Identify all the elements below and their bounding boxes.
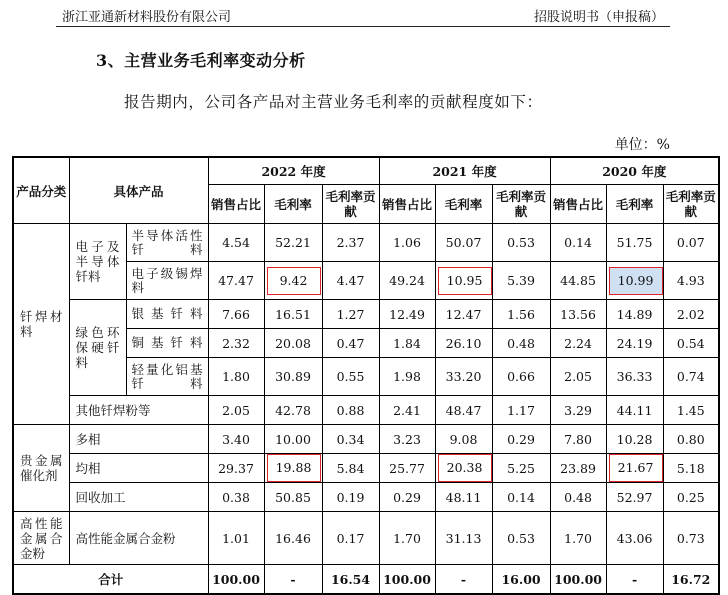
cell: 24.19 [606, 329, 663, 358]
header-gross-margin: 毛利率 [264, 185, 322, 224]
cell: 1.98 [379, 358, 435, 396]
cell: - [435, 565, 492, 595]
cell: 48.11 [435, 483, 492, 512]
cell-highlighted [264, 262, 322, 300]
header-margin-contribution: 毛利率贡献 [322, 185, 379, 224]
cell: 0.17 [322, 512, 379, 565]
cell: 0.55 [322, 358, 379, 396]
cell: 43.06 [606, 512, 663, 565]
cell: 5.25 [492, 454, 550, 483]
cell: 49.24 [379, 262, 435, 300]
product-name: 电子级锡焊料 [126, 262, 208, 300]
cell: 3.23 [379, 425, 435, 454]
cell: 9.08 [435, 425, 492, 454]
intro-paragraph: 报告期内，公司各产品对主营业务毛利率的贡献程度如下： [124, 93, 543, 111]
header-margin-contribution: 毛利率贡献 [492, 185, 550, 224]
product-name: 多相 [69, 425, 208, 454]
highlight-box: 19.88 [267, 454, 321, 482]
cell: 0.29 [492, 425, 550, 454]
cell: 1.45 [663, 396, 719, 425]
cell: 5.18 [663, 454, 719, 483]
header-gross-margin: 毛利率 [435, 185, 492, 224]
cell: 3.40 [208, 425, 264, 454]
cell: 12.49 [379, 300, 435, 329]
header-gross-margin: 毛利率 [606, 185, 663, 224]
cell: 0.88 [322, 396, 379, 425]
section-title: 3、主营业务毛利率变动分析 [96, 51, 306, 70]
product-name: 回收加工 [69, 483, 208, 512]
product-name: 银基钎料 [126, 300, 208, 329]
cell: 14.89 [606, 300, 663, 329]
cell: 29.37 [208, 454, 264, 483]
header-row-years [13, 157, 719, 185]
document-type: 招股说明书（申报稿） [533, 10, 664, 25]
table-row [13, 300, 719, 329]
cell: 5.39 [492, 262, 550, 300]
cell: 0.73 [663, 512, 719, 565]
cell: 1.80 [208, 358, 264, 396]
cell: 0.80 [663, 425, 719, 454]
cell-highlighted [435, 454, 492, 483]
cell: 2.24 [550, 329, 606, 358]
cell: 0.19 [322, 483, 379, 512]
cell: 0.29 [379, 483, 435, 512]
cell: 100.00 [208, 565, 264, 595]
cell: 1.56 [492, 300, 550, 329]
product-name: 其他钎焊粉等 [69, 396, 208, 425]
cell-highlighted [435, 262, 492, 300]
cell: 1.06 [379, 224, 435, 262]
header-category: 产品分类 [13, 157, 69, 224]
cell: 2.32 [208, 329, 264, 358]
cell: 23.89 [550, 454, 606, 483]
cell: 2.37 [322, 224, 379, 262]
total-row [13, 565, 719, 595]
highlight-box: 21.67 [609, 454, 663, 482]
cell: 0.48 [492, 329, 550, 358]
cell: 44.85 [550, 262, 606, 300]
cell: 36.33 [606, 358, 663, 396]
header-margin-contribution: 毛利率贡献 [663, 185, 719, 224]
cell: 2.02 [663, 300, 719, 329]
cell: 30.89 [264, 358, 322, 396]
cell: 51.75 [606, 224, 663, 262]
cell: - [264, 565, 322, 595]
cell: 2.05 [208, 396, 264, 425]
cell: 1.27 [322, 300, 379, 329]
cell-highlighted [606, 454, 663, 483]
cell: 0.47 [322, 329, 379, 358]
cell: 0.74 [663, 358, 719, 396]
table-row [13, 425, 719, 454]
cell: 47.47 [208, 262, 264, 300]
cell: 48.47 [435, 396, 492, 425]
cell: 0.07 [663, 224, 719, 262]
cell: 0.53 [492, 512, 550, 565]
cell: 0.54 [663, 329, 719, 358]
page-header [0, 0, 728, 28]
header-year-2020: 2020 年度 [550, 157, 719, 185]
cell: 50.07 [435, 224, 492, 262]
cell-highlighted [264, 454, 322, 483]
cell: 100.00 [550, 565, 606, 595]
cell: 16.00 [492, 565, 550, 595]
cell: 50.85 [264, 483, 322, 512]
group-electronic: 电子及半导体钎料 [69, 224, 126, 300]
cell-highlighted [606, 262, 663, 300]
cell: 0.48 [550, 483, 606, 512]
highlight-box: 9.42 [267, 267, 321, 295]
cell: 52.97 [606, 483, 663, 512]
cell: 0.14 [492, 483, 550, 512]
header-product: 具体产品 [69, 157, 208, 224]
cell: 0.66 [492, 358, 550, 396]
cell: 1.70 [550, 512, 606, 565]
header-year-2021: 2021 年度 [379, 157, 550, 185]
cell: 33.20 [435, 358, 492, 396]
cell: 5.84 [322, 454, 379, 483]
cell: 44.11 [606, 396, 663, 425]
cell: 1.17 [492, 396, 550, 425]
cell: 31.13 [435, 512, 492, 565]
header-sales-share: 销售占比 [550, 185, 606, 224]
cell: 1.84 [379, 329, 435, 358]
cell: 2.05 [550, 358, 606, 396]
header-rule [56, 26, 670, 27]
cell: 10.28 [606, 425, 663, 454]
cell: 3.29 [550, 396, 606, 425]
cell: 13.56 [550, 300, 606, 329]
category-hpa: 高性能金属合金粉 [13, 512, 69, 565]
cell: 52.21 [264, 224, 322, 262]
highlight-box: 20.38 [438, 454, 492, 482]
category-solder: 钎焊材料 [13, 224, 69, 425]
cell: 100.00 [379, 565, 435, 595]
unit-label: 单位：% [614, 137, 670, 153]
cell: 42.78 [264, 396, 322, 425]
cell: 0.34 [322, 425, 379, 454]
cell: 7.66 [208, 300, 264, 329]
cell: 0.14 [550, 224, 606, 262]
category-noble-metal: 贵金属催化剂 [13, 425, 69, 512]
cell: 16.46 [264, 512, 322, 565]
company-name: 浙江亚通新材料股份有限公司 [62, 10, 232, 25]
group-green: 绿色环保硬钎料 [69, 300, 126, 396]
header-sales-share: 销售占比 [379, 185, 435, 224]
table-row [13, 512, 719, 565]
header-sales-share: 销售占比 [208, 185, 264, 224]
product-name: 均相 [69, 454, 208, 483]
cell: 1.01 [208, 512, 264, 565]
table-row [13, 454, 719, 483]
highlight-box: 10.99 [609, 267, 663, 295]
cell: 0.25 [663, 483, 719, 512]
cell: 4.47 [322, 262, 379, 300]
header-year-2022: 2022 年度 [208, 157, 379, 185]
cell: 4.54 [208, 224, 264, 262]
gross-margin-table [12, 156, 720, 595]
cell: 7.80 [550, 425, 606, 454]
cell: 16.54 [322, 565, 379, 595]
product-name: 铜基钎料 [126, 329, 208, 358]
cell: 16.72 [663, 565, 719, 595]
cell: 26.10 [435, 329, 492, 358]
cell: - [606, 565, 663, 595]
highlight-box: 10.95 [438, 267, 492, 295]
cell: 10.00 [264, 425, 322, 454]
cell: 12.47 [435, 300, 492, 329]
cell: 1.70 [379, 512, 435, 565]
table-row [13, 396, 719, 425]
cell: 0.53 [492, 224, 550, 262]
table-row [13, 483, 719, 512]
cell: 2.41 [379, 396, 435, 425]
cell: 25.77 [379, 454, 435, 483]
product-name: 半导体活性钎料 [126, 224, 208, 262]
cell: 0.38 [208, 483, 264, 512]
cell: 4.93 [663, 262, 719, 300]
table-row [13, 224, 719, 262]
cell: 20.08 [264, 329, 322, 358]
total-label: 合计 [13, 565, 208, 595]
cell: 16.51 [264, 300, 322, 329]
product-name: 高性能金属合金粉 [69, 512, 208, 565]
product-name: 轻量化铝基钎料 [126, 358, 208, 396]
